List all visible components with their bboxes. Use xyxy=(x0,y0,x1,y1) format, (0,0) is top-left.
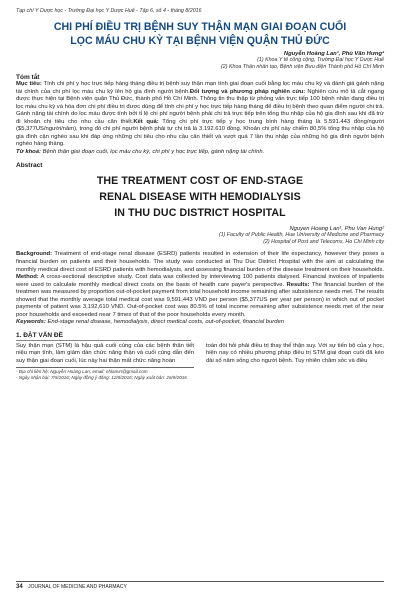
method-label: Đối tượng và phương pháp nghiên cứu: xyxy=(189,88,306,95)
english-title xyxy=(16,173,384,221)
page-footer xyxy=(16,581,384,590)
english-authors: Nguyen Hoang Lan¹, Phu Van Hung² xyxy=(289,226,384,233)
english-keywords-text: End-stage renal disease, hemodialysis, direct medical costs, out-of-pocket, financial burden xyxy=(45,319,284,326)
vietnamese-title xyxy=(16,21,384,48)
footnote-dates: - Ngày nhận bài: 7/5/2016; Ngày đồng ý đăng: 12/8/2016; Ngày xuất bản: 26/9/2016 xyxy=(16,374,187,380)
english-affiliation-1: (1) Faculty of Public Health, Hue University of Medicine and Pharmacy xyxy=(218,232,384,239)
vietnamese-affiliation-1: (1) Khoa Y tế công cộng, Trường Đại học Y Dược Huế xyxy=(257,57,384,63)
english-keywords-label: Keywords: xyxy=(16,319,46,326)
english-keywords xyxy=(16,319,384,327)
intro-paragraph-right: toàn đòi hỏi phải điều trị thay thế thận suy. Với sự tiến bộ của y học, hiện nay có nhiều phương pháp điều trị STM giai đoạn cuối đã kéo dài số năm sống cho người bệnh. Tuy nhiên chăm sóc và điều xyxy=(206,342,384,364)
intro-paragraph-left: Suy thận mạn (STM) là hậu quả cuối cùng của các bệnh thận tiết niệu mạn tính, làm giảm dần chức năng thận và cuối cùng dẫn đến suy thận giai đoạn cuối, lúc này hai thận mất chức năng hoàn xyxy=(16,342,194,364)
english-abstract-body xyxy=(16,251,384,319)
english-title-line-2: RENAL DISEASE WITH HEMODIALYSIS xyxy=(99,191,301,204)
introduction-heading: 1. ĐẶT VẤN ĐỀ xyxy=(16,332,191,341)
english-title-line-1: THE TREATMENT COST OF END-STAGE xyxy=(96,175,304,188)
background-label: Background: xyxy=(16,251,53,258)
page-number: 34 xyxy=(16,584,23,590)
vietnamese-affiliation-2: (2) Khoa Thận nhân tạo, Bệnh viện Bưu điện Thành phố Hồ Chí Minh xyxy=(221,64,384,70)
body-column-left xyxy=(16,343,194,380)
en-method-label: Method: xyxy=(16,274,39,281)
vietnamese-abstract-heading: Tóm tắt xyxy=(16,74,40,81)
en-method-text: A cross-sectional descriptive study. Cost data was collected by interviewing 100 patients dialysed. Financial invoices of inpatients were used to calculate monthly medical direct costs on the basis of health care payer's perspective. xyxy=(16,274,384,288)
english-title-line-3: IN THU DUC DISTRICT HOSPITAL xyxy=(114,207,286,220)
body-column-right xyxy=(206,343,384,380)
english-abstract-heading: Abstract xyxy=(16,162,43,170)
vietnamese-keywords xyxy=(16,149,384,157)
vietnamese-title-line-1: CHI PHÍ ĐIỀU TRỊ BỆNH SUY THẬN MẠN GIAI ĐOẠN CUỐI xyxy=(53,21,347,33)
vietnamese-keywords-text: Bệnh thận giai đoạn cuối, lọc máu chu kỳ, chi phí y học trực tiếp, gánh nặng tài chính. xyxy=(40,148,265,155)
objective-text: Tính chi phí y học trực tiếp hàng tháng điều trị bệnh suy thận mạn tính giai đoạn cuối bằng lọc máu chu kỳ và đánh giá gánh nặng tài chính của chi phí lọc máu chu kỳ lên hộ gia đình người bệnh. xyxy=(16,81,384,95)
footnote-contact: - Địa chỉ liên hệ: Nguyễn Hoàng Lan, email: nhlanvn@gmail.com xyxy=(16,369,148,375)
running-header: Tạp chí Y Dược học - Trường Đại học Y Dược Huế - Tập 6, số 4 - tháng 8/2016 xyxy=(16,8,202,14)
objective-label: Mục tiêu: xyxy=(16,81,42,87)
vietnamese-abstract-body xyxy=(16,81,384,149)
body-columns xyxy=(16,343,384,380)
journal-name: JOURNAL OF MEDICINE AND PHARMACY xyxy=(28,584,127,590)
method-text: Nghiên cứu mô tả cắt ngang được thực hiện tại Bệnh viện quận Thủ Đức, thành phố Hồ Chí Minh. Thông tin thu thập từ phỏng vấn trực tiếp 100 bệnh nhân đang điều trị lọc máu chu kỳ và hóa đơn chi phí điều trị được dùng để tính chi phí y học trực tiếp hàng tháng để điều trị bệnh theo quan điểm người chi trả. Gánh nặng tài chính do lọc máu được tính bởi tỉ lệ chi phí người bệnh phải chi trả trực tiếp trên tổng thu nhập của hộ gia đình sau khi đã trừ đi khoản chi tiêu cho nhu cầu căn thiết. xyxy=(16,88,384,125)
english-affiliation-2: (2) Hospital of Post and Telecoms, Ho Chi Minh city xyxy=(263,239,384,246)
result-label: Kết quả: xyxy=(133,118,159,125)
results-text: The financial burden of the treatmen was measured by proportion out-of-pocket payment from total household income remaining after subsistence needs met. The results showed that the monthly average total medical cost was 9,591,443 VND per person ($5,377US per year per person) in which out of pocket payments of patient was 3,192,610 VND. Out-of-pocket cost was 80.5% of total income remaining after subsistence needs met of the near poor households and exceeded near 7 times of that of the poor households every month. xyxy=(16,281,385,318)
footnote xyxy=(16,367,194,380)
result-text: Tổng chi phí trực tiếp y học trung bình hàng tháng là 5.591.443 đồng/người ($5,377US/người/năm), trong đó chi phí người bệnh phải tự chi trả là 3.192.610 đồng. Khoản chi phí này chiếm 80,5% tổng thu nhập của hộ gia đình cận nghèo sau khi đáp ứng những chi tiêu cho nhu cầu căn thiết và vượt quá 7 lần thu nhập của những hộ gia đình người bệnh nghèo hàng tháng. xyxy=(16,118,384,148)
background-text: Treatment of end-stage renal disease (ESRD) patients resulted in extension of their life expectancy, however they poses a financial burden on patients and their households. The study was conducted at Thu Duc District Hospital with the aim at calculating the monthly medical direct cost of ESRD patients with hemodialysis, and assessing financial burden of the disease treatment on their households. xyxy=(16,251,384,273)
vietnamese-title-line-2: LỌC MÁU CHU KỲ TẠI BỆNH VIỆN QUẬN THỦ ĐỨC xyxy=(70,34,330,47)
vietnamese-keywords-label: Từ khoá: xyxy=(16,148,41,155)
results-label: Results: xyxy=(286,281,310,288)
vietnamese-authors: Nguyễn Hoàng Lan¹, Phù Văn Hưng² xyxy=(283,51,384,57)
